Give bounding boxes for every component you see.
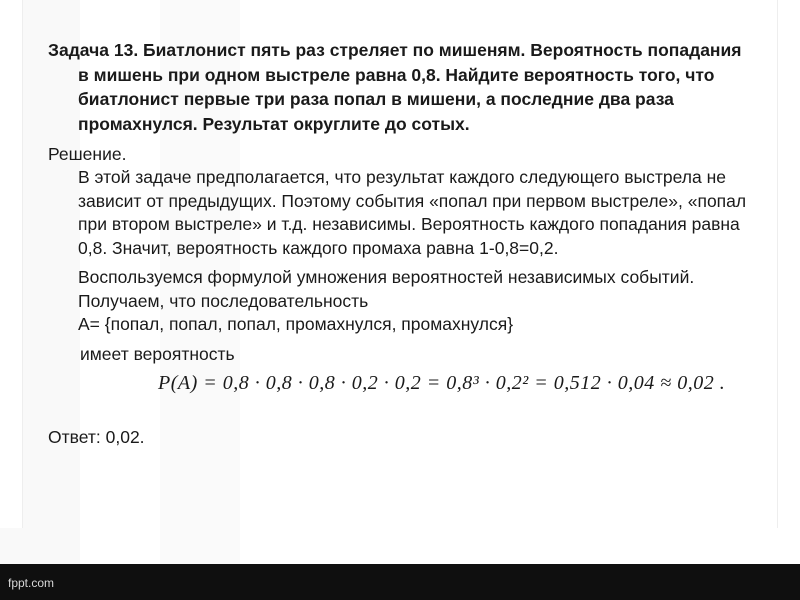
footer-bar	[0, 564, 800, 600]
solution-paragraph-1: В этой задаче предполагается, что результат каждого следующего выстрела не зависит от предыдущих. Поэтому события «попал при первом выстреле», «попал при втором выстреле» и т.д. независимы. Вероятность каждого попадания равна 0,8. Значит, вероятность каждого промаха равна 1-0,8=0,2.	[78, 167, 747, 258]
slide-content	[48, 38, 748, 448]
solution-event-definition: A= {попал, попал, попал, промахнулся, промахнулся}	[78, 314, 514, 334]
solution-heading: Решение.	[48, 144, 127, 164]
solution-paragraph-3: имеет вероятность	[80, 343, 235, 364]
probability-formula: P(A) = 0,8 · 0,8 · 0,8 · 0,2 · 0,2 = 0,8³ · 0,2² = 0,512 · 0,04 ≈ 0,02 .	[158, 372, 726, 394]
left-decoration	[0, 0, 23, 528]
solution-paragraph-2: Воспользуемся формулой умножения вероятностей независимых событий. Получаем, что последовательность	[78, 267, 695, 311]
task-statement: Задача 13. Биатлонист пять раз стреляет по мишеням. Вероятность попадания в мишень при одном выстреле равна 0,8. Найдите вероятность того, что биатлонист первые три раза попал в мишени, а последние два раза промахнулся. Результат округлите до сотых.	[48, 40, 742, 134]
right-decoration	[777, 0, 800, 528]
answer: Ответ: 0,02.	[48, 427, 145, 447]
footer-brand[interactable]: fppt.com	[8, 576, 55, 590]
